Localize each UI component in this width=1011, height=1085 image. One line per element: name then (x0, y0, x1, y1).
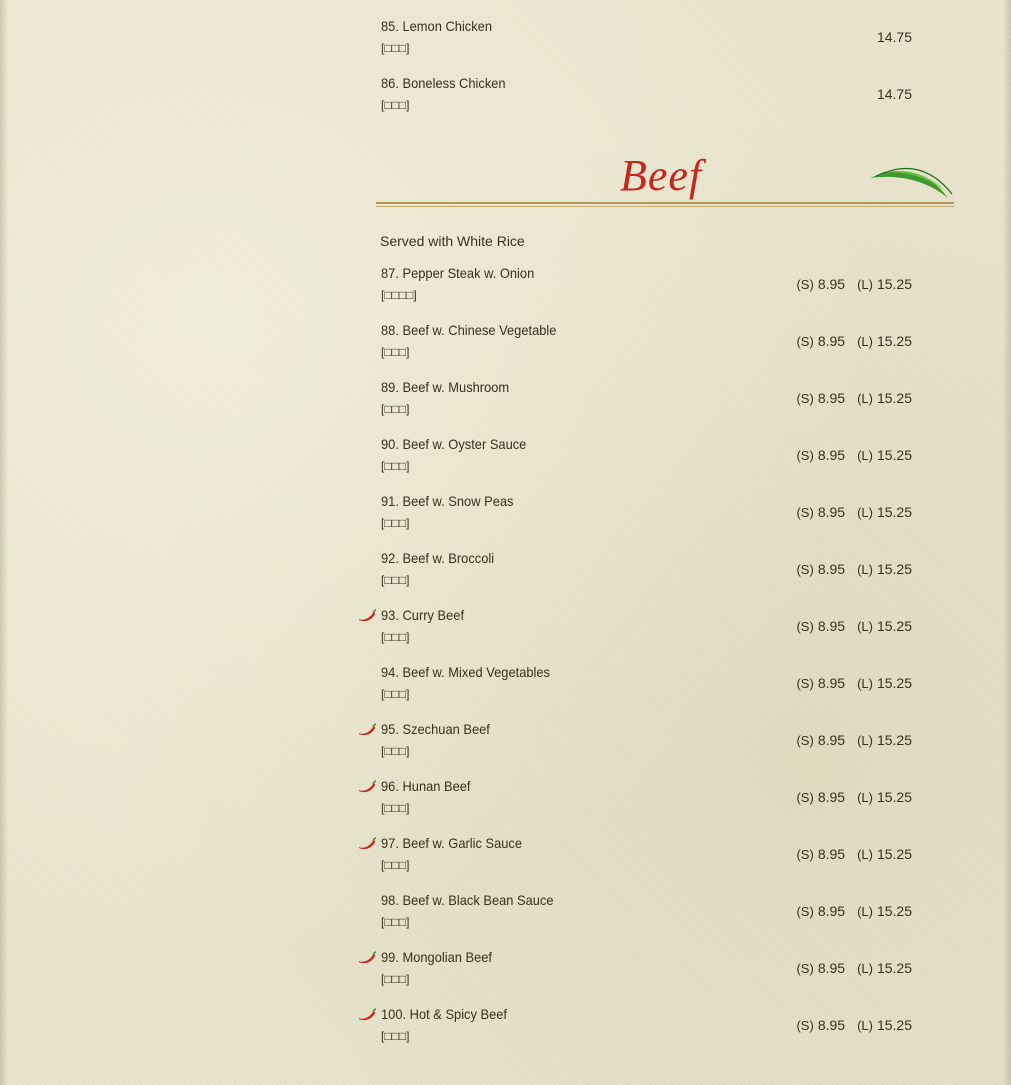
menu-item-chinese-name: [□□□] (381, 915, 410, 929)
menu-item-name: 100. Hot & Spicy Beef (381, 1006, 508, 1022)
menu-item-prices (796, 276, 912, 292)
chili-pepper-icon (357, 609, 377, 623)
small-size-label: (S) (796, 790, 814, 805)
menu-item-prices (796, 504, 912, 520)
large-price: 15.25 (876, 675, 912, 691)
menu-item-prices (796, 846, 912, 862)
menu-item-chinese-name: [□□□] (381, 687, 410, 701)
menu-item-name: 95. Szechuan Beef (381, 721, 490, 737)
menu-item-row (356, 949, 916, 1003)
menu-item-name: 98. Beef w. Black Bean Sauce (381, 892, 554, 908)
menu-item-price: 14.75 (876, 86, 912, 102)
small-size-label: (S) (796, 676, 814, 691)
menu-item-name: 99. Mongolian Beef (381, 949, 492, 965)
large-price: 15.25 (876, 789, 912, 805)
small-price: 8.95 (817, 618, 846, 634)
menu-item-name: 91. Beef w. Snow Peas (381, 493, 514, 509)
chili-pepper-icon (357, 951, 377, 965)
small-size-label: (S) (796, 961, 814, 976)
large-price: 15.25 (876, 333, 912, 349)
small-price: 8.95 (817, 960, 846, 976)
large-size-label: (L) (857, 334, 873, 349)
large-size-label: (L) (857, 277, 873, 292)
menu-item-chinese-name: [□□□] (381, 41, 410, 55)
large-price: 15.25 (876, 846, 912, 862)
menu-item-name: 85. Lemon Chicken (381, 18, 492, 34)
large-price: 15.25 (876, 390, 912, 406)
small-price: 8.95 (817, 276, 846, 292)
menu-item-row (356, 550, 916, 604)
menu-item-row (356, 75, 916, 129)
menu-item-row (356, 721, 916, 775)
menu-item-row (356, 436, 916, 490)
menu-item-chinese-name: [□□□] (381, 972, 410, 986)
page-right-shadow (1003, 0, 1011, 1085)
small-size-label: (S) (796, 334, 814, 349)
small-price: 8.95 (817, 333, 846, 349)
menu-item-name: 94. Beef w. Mixed Vegetables (381, 664, 550, 680)
menu-item-prices (796, 447, 912, 463)
menu-item-name: 97. Beef w. Garlic Sauce (381, 835, 523, 851)
menu-item-chinese-name: [□□□] (381, 345, 410, 359)
menu-item-prices (796, 390, 912, 406)
large-price: 15.25 (876, 618, 912, 634)
menu-item-row (356, 835, 916, 889)
menu-item-row (356, 664, 916, 718)
large-size-label: (L) (857, 391, 873, 406)
chili-pepper-icon (357, 780, 377, 794)
menu-item-chinese-name: [□□□] (381, 858, 410, 872)
menu-item-prices (796, 789, 912, 805)
large-price: 15.25 (876, 960, 912, 976)
menu-item-row (356, 322, 916, 376)
section-divider (376, 202, 954, 204)
menu-item-row (356, 18, 916, 72)
menu-item-chinese-name: [□□□] (381, 630, 410, 644)
menu-item-chinese-name: [□□□] (381, 744, 410, 758)
menu-item-chinese-name: [□□□] (381, 98, 410, 112)
large-price: 15.25 (876, 1017, 912, 1033)
menu-item-name: 87. Pepper Steak w. Onion (381, 265, 535, 281)
menu-item-prices (796, 732, 912, 748)
small-size-label: (S) (796, 1018, 814, 1033)
menu-item-name: 96. Hunan Beef (381, 778, 471, 794)
chili-pepper-icon (357, 723, 377, 737)
chili-pepper-icon (357, 837, 377, 851)
small-size-label: (S) (796, 562, 814, 577)
small-size-label: (S) (796, 904, 814, 919)
large-size-label: (L) (857, 961, 873, 976)
large-size-label: (L) (857, 790, 873, 805)
large-price: 15.25 (876, 732, 912, 748)
small-price: 8.95 (817, 903, 846, 919)
menu-item-name: 88. Beef w. Chinese Vegetable (381, 322, 557, 338)
menu-item-chinese-name: [□□□] (381, 1029, 410, 1043)
large-price: 15.25 (876, 561, 912, 577)
large-size-label: (L) (857, 619, 873, 634)
small-size-label: (S) (796, 448, 814, 463)
small-price: 8.95 (817, 675, 846, 691)
menu-item-chinese-name: [□□□] (381, 459, 410, 473)
menu-item-prices (796, 561, 912, 577)
menu-item-prices (796, 903, 912, 919)
menu-item-prices (796, 960, 912, 976)
menu-item-chinese-name: [□□□] (381, 573, 410, 587)
large-size-label: (L) (857, 562, 873, 577)
menu-item-chinese-name: [□□□] (381, 801, 410, 815)
section-title: Beef (620, 151, 703, 200)
large-price: 15.25 (876, 504, 912, 520)
menu-item-row (356, 1006, 916, 1060)
menu-item-row (356, 607, 916, 661)
small-price: 8.95 (817, 447, 846, 463)
page-left-shadow (0, 0, 8, 1085)
small-size-label: (S) (796, 619, 814, 634)
large-size-label: (L) (857, 448, 873, 463)
small-price: 8.95 (817, 789, 846, 805)
menu-item-name: 90. Beef w. Oyster Sauce (381, 436, 527, 452)
large-price: 15.25 (876, 276, 912, 292)
menu-item-row (356, 379, 916, 433)
leaf-icon (866, 158, 956, 204)
section-divider-thin (376, 206, 954, 207)
menu-item-name: 89. Beef w. Mushroom (381, 379, 510, 395)
large-size-label: (L) (857, 904, 873, 919)
large-size-label: (L) (857, 733, 873, 748)
large-size-label: (L) (857, 505, 873, 520)
small-price: 8.95 (817, 1017, 846, 1033)
small-size-label: (S) (796, 733, 814, 748)
menu-item-row (356, 892, 916, 946)
large-size-label: (L) (857, 676, 873, 691)
menu-item-prices (796, 675, 912, 691)
small-price: 8.95 (817, 390, 846, 406)
section-subtitle: Served with White Rice (380, 233, 525, 249)
large-price: 15.25 (876, 903, 912, 919)
chili-pepper-icon (357, 1008, 377, 1022)
menu-item-prices (796, 333, 912, 349)
small-price: 8.95 (817, 732, 846, 748)
menu-item-row (356, 265, 916, 319)
small-price: 8.95 (817, 561, 846, 577)
large-price: 15.25 (876, 447, 912, 463)
menu-item-prices (796, 1017, 912, 1033)
small-price: 8.95 (817, 504, 846, 520)
large-size-label: (L) (857, 847, 873, 862)
menu-item-price: 14.75 (876, 29, 912, 45)
menu-item-chinese-name: [□□□] (381, 516, 410, 530)
small-size-label: (S) (796, 391, 814, 406)
small-size-label: (S) (796, 277, 814, 292)
menu-item-prices (796, 618, 912, 634)
small-size-label: (S) (796, 505, 814, 520)
menu-item-row (356, 778, 916, 832)
small-price: 8.95 (817, 846, 846, 862)
large-size-label: (L) (857, 1018, 873, 1033)
menu-item-name: 92. Beef w. Broccoli (381, 550, 495, 566)
menu-item-row (356, 493, 916, 547)
small-size-label: (S) (796, 847, 814, 862)
menu-item-chinese-name: [□□□] (381, 402, 410, 416)
menu-item-name: 93. Curry Beef (381, 607, 465, 623)
menu-item-chinese-name: [□□□□] (381, 288, 417, 302)
menu-item-name: 86. Boneless Chicken (381, 75, 506, 91)
